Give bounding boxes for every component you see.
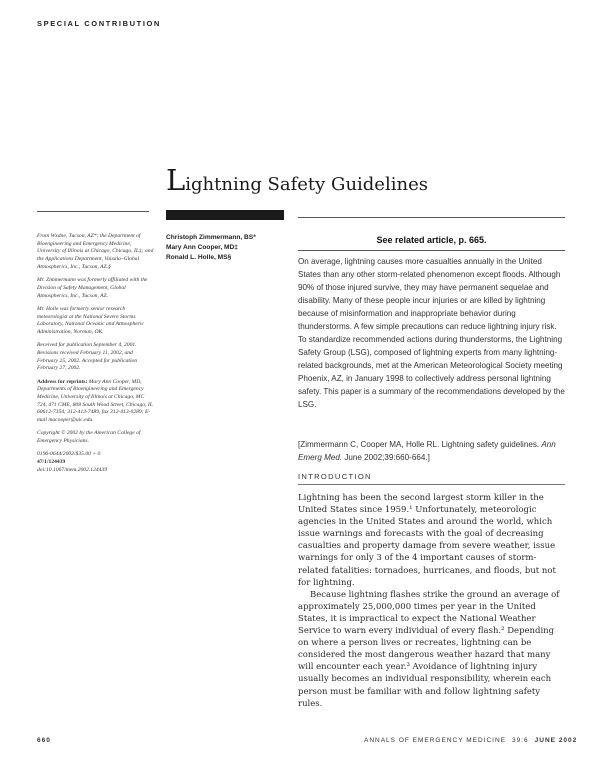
- doi: doi:10.1067/mem.2002.124439: [37, 466, 108, 473]
- section-label: SPECIAL CONTRIBUTION: [37, 19, 161, 28]
- body-paragraph: Lightning has been the second largest storm killer in the United States since 1959.¹ Unfortunately, meteorologic agencies in the United States and around the world, which issue warnings and forecasts with the goal of decreasing casualties and property damage from severe weather, issue warnings for only 3 of the 4 important causes of storm-related fatalities: tornadoes, hurricanes, and floods, but not for lightning.: [298, 493, 556, 588]
- abstract-text: On average, lightning causes more casualties annually in the United States than any other storm-related phenomenon except floods. Although 90% of those injured survive, they may have permanent sequelae and disability. Many of these people incur injuries or are killed by lightning because of misinformation and inappropriate behavior during thunderstorms. A few simple precautions can reduce lightning injury risk. To standardize recommended actions during thunderstorms, the Lightning Safety Group (LSG), composed of lightning experts from many lightning-related backgrounds, met at the American Meteorological Society meeting Phoenix, AZ, in January 1998 to collectively address personal lightning safety. This paper is a summary of the recommendations developed by the LSG.: [298, 257, 565, 409]
- author-name: Ronald L. Holle, MS§: [166, 254, 232, 261]
- abstract-divider: [298, 217, 565, 218]
- introduction-divider: [298, 484, 565, 485]
- reprints-label: Address for reprints:: [37, 378, 88, 385]
- introduction-heading: INTRODUCTION: [298, 472, 372, 481]
- citation-suffix: June 2002;39:660-664.]: [342, 452, 430, 462]
- received-dates: Received for publication September 4, 2001. Revisions received February 11, 2002, and February 25, 2002. Accepted for publication February 27, 2002.: [37, 342, 138, 372]
- author-bar: [166, 210, 284, 220]
- affiliation-text: From Wxdne, Tucson, AZ*; the Department of Bioengineering and Emergency Medicine, University of Illinois at Chicago, Chicago, IL‡; and the Applications Department, Vaisala–Global Atmospherics, Inc., Tucson, AZ.§: [37, 233, 154, 270]
- citation-prefix: [Zimmermann C, Cooper MA, Holle RL. Lightning safety guidelines.: [298, 440, 542, 449]
- see-related-link[interactable]: See related article, p. 665.: [376, 235, 487, 245]
- author-list: [166, 233, 292, 263]
- title-initial: L: [166, 163, 186, 197]
- affiliations-sidebar: [37, 233, 154, 475]
- citation: [298, 439, 565, 464]
- doc-code: 47/1/124439: [37, 459, 66, 466]
- page-number: 660: [37, 737, 51, 744]
- reprints-address: [37, 379, 154, 425]
- journal-name: ANNALS OF EMERGENCY MEDICINE: [364, 737, 507, 744]
- introduction-body: [298, 492, 565, 710]
- author-name: Christoph Zimmermann, BS*: [166, 234, 256, 241]
- issn: 0196-0644/2002/$35.00 + 0: [37, 451, 101, 458]
- zimmermann-note: Mr. Zimmermann was formerly affiliated with the Division of Safety Management, Global Atmospherics, Inc., Tucson, AZ.: [37, 277, 148, 299]
- sidebar-divider: [37, 211, 149, 212]
- article-title: [166, 163, 428, 197]
- journal-volume: 39:6: [512, 737, 529, 744]
- citation-journal: Ann Emerg Med.: [298, 440, 556, 462]
- holle-note: Mr. Holle was formerly senior research meteorologist at the National Severe Storms Laboratory, National Oceanic and Atmospheric Administration, Norman, OK.: [37, 305, 144, 335]
- author-name: Mary Ann Cooper, MD‡: [166, 244, 238, 251]
- running-footer: [364, 737, 577, 744]
- body-paragraph: Because lightning flashes strike the ground an average of approximately 25,000,000 times per year in the United States, it is impractical to expect the National Weather Service to warn every individual of every flash.² Depending on where a person lives or recreates, lightning can be considered the most dangerous weather hazard that many will encounter each year.³ Avoidance of lightning injury usually becomes an individual responsibility, wherein each person must be familiar with and follow lightning safety rules.: [298, 589, 560, 709]
- copyright-notice: Copyright © 2002 by the American College of Emergency Physicians.: [37, 430, 141, 445]
- see-related-divider: [298, 250, 565, 251]
- reprints-text: Mary Ann Cooper, MD, Departments of Bioengineering and Emergency Medicine, University of Illinois at Chicago, MC 724, 471 CME, 808 South Wood Street, Chicago, IL 60612-7354; 312-413-7489, fax 312-413-0289; E-mail macooper@uic.edu.: [37, 378, 153, 424]
- title-rest: ightning Safety Guidelines: [185, 174, 428, 195]
- journal-date: JUNE 2002: [534, 737, 578, 744]
